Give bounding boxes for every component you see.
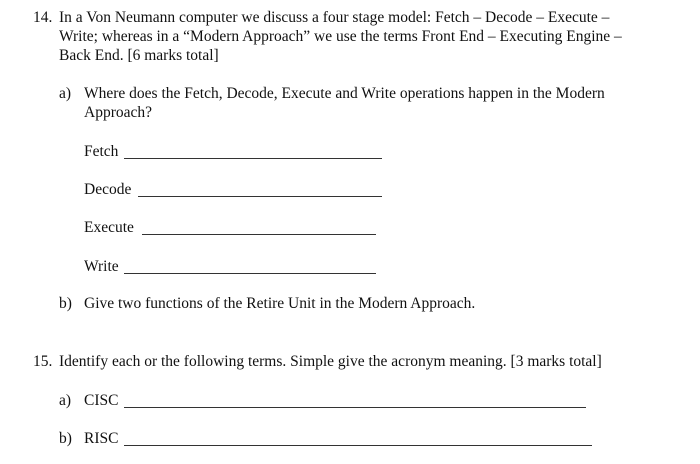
cisc-marker: a) [59,392,72,409]
risc-label: RISC [84,430,119,447]
cisc-answer-line[interactable] [124,407,586,408]
decode-answer-line[interactable] [138,196,382,197]
part-a-question-line-2: Approach? [84,104,152,121]
part-b-question: Give two functions of the Retire Unit in the Modern Approach. [84,295,476,312]
question-14-text-line-1: In a Von Neumann computer we discuss a four stage model: Fetch – Decode – Execute – [59,9,610,26]
part-a-question-line-1: Where does the Fetch, Decode, Execute and Write operations happen in the Modern [84,85,605,102]
write-answer-line[interactable] [124,273,376,274]
question-15-text: Identify each or the following terms. Simple give the acronym meaning. [3 marks total] [59,353,602,370]
part-b-marker: b) [59,295,72,312]
fetch-label: Fetch [84,143,119,160]
execute-label: Execute [84,219,134,236]
part-a-marker: a) [59,85,72,102]
write-label: Write [84,258,119,275]
cisc-label: CISC [84,392,119,409]
risc-answer-line[interactable] [124,445,592,446]
question-14-text-line-2: Write; whereas in a “Modern Approach” we use the terms Front End – Executing Engine – [59,28,622,45]
question-14-text-line-3: Back End. [6 marks total] [59,47,219,64]
question-15-number: 15. [33,353,53,370]
risc-marker: b) [59,430,72,447]
fetch-answer-line[interactable] [124,158,382,159]
decode-label: Decode [84,181,132,198]
question-14-number: 14. [33,9,53,26]
execute-answer-line[interactable] [142,234,376,235]
